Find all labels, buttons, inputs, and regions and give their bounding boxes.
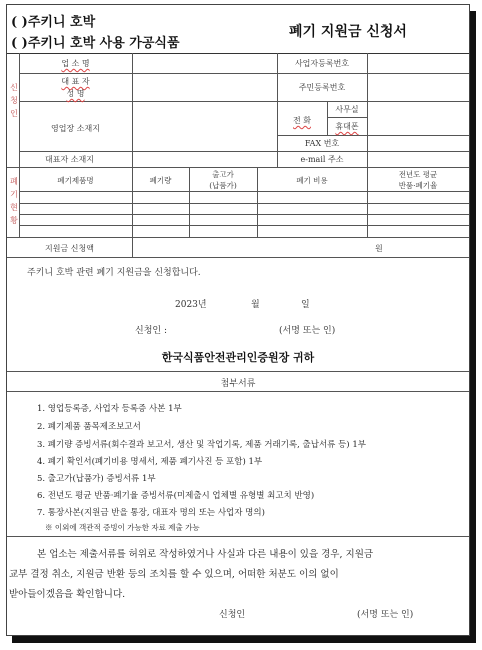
col-header-return-rate: 전년도 평균 반품·폐기율: [398, 170, 438, 190]
row-divider: [19, 101, 469, 102]
row-divider: [19, 151, 469, 152]
checkbox-label: 주키니 호박: [27, 15, 96, 30]
attachment-item: 7. 통장사본(지원금 반을 통장, 대표자 명의 또는 사업자 명의): [37, 508, 265, 518]
recipient: 한국식품안전관리인증원장 귀하: [161, 351, 315, 364]
col-header-product: 폐기제품명: [57, 176, 94, 185]
label-phone-office: 사무실: [335, 105, 359, 114]
row-divider: [19, 191, 469, 192]
attachments-note: ※ 이외에 객관적 증빙이 가능한 자료 제출 가능: [45, 523, 200, 532]
col-divider: [277, 53, 278, 167]
label-resident-no: 주민등록번호: [298, 83, 346, 92]
pledge-line: 받아들이겠음을 확인합니다.: [9, 589, 126, 600]
date-year: 2023년: [175, 300, 207, 310]
col-divider: [132, 237, 133, 257]
attachment-item: 1. 영업등록증, 사업자 등록증 사본 1부: [37, 404, 182, 414]
row-divider: [327, 117, 367, 118]
amount-unit: 원: [375, 244, 383, 253]
pledge-line: 교부 결정 취소, 지원금 반환 등의 조치를 할 수 있으며, 어떠한 처분도 이의 없이: [9, 569, 339, 580]
label-phone: 전 화: [293, 116, 311, 125]
label-rep-address: 대표자 소재지: [45, 155, 94, 164]
section-label-applicant: 신청인: [10, 83, 18, 118]
label-company-name: 업 소 명: [61, 59, 90, 68]
section-label-disposal: 폐기현황: [10, 177, 18, 225]
checkbox-paren: ( ): [11, 36, 28, 51]
application-form: [6, 4, 470, 636]
col-header-quantity: 폐기량: [149, 176, 172, 185]
col-divider: [132, 53, 133, 167]
row-divider: [277, 135, 469, 136]
attachment-item: 2. 폐기제품 품목제조보고서: [37, 422, 141, 432]
signature-hint: (서명 또는 인): [279, 326, 336, 336]
section-divider: [7, 391, 469, 392]
checkbox-zucchini[interactable]: [11, 11, 95, 30]
row-divider: [19, 225, 469, 226]
date-day: 일: [301, 300, 310, 310]
attachment-item: 5. 출고가(납품가) 증빙서류 1부: [37, 474, 156, 484]
label-rep-name-1: 대 표 자: [61, 77, 90, 86]
form-title: 폐기 지원금 신청서: [289, 24, 407, 40]
label-rep-name-2: 성 명: [66, 89, 85, 98]
signature-hint: (서명 또는 인): [357, 610, 414, 620]
attachments-title: 첨부서류: [220, 379, 256, 389]
col-divider: [367, 53, 368, 167]
signature-label: 신청인 :: [135, 326, 167, 336]
col-header-price: 출고가 (납품가): [209, 170, 237, 190]
label-email: e-mail 주소: [300, 155, 344, 164]
section-divider: [7, 536, 469, 537]
attachment-item: 4. 폐기 확인서(폐기비용 명세서, 제품 폐기사진 등 포함) 1부: [37, 457, 263, 467]
table-border: [7, 53, 469, 54]
row-divider: [19, 73, 469, 74]
row-divider: [7, 167, 469, 168]
col-header-cost: 폐기 비용: [296, 176, 328, 185]
signature-label: 신청인: [219, 610, 246, 620]
row-divider: [7, 257, 469, 258]
label-amount: 지원금 신청액: [45, 244, 94, 253]
statement: 주키니 호박 관련 폐기 지원금을 신청합니다.: [27, 268, 201, 278]
checkbox-label: 주키니 호박 사용 가공식품: [27, 36, 180, 51]
label-fax: FAX 번호: [304, 139, 340, 148]
attachment-item: 6. 전년도 평균 반품·폐기율 증빙서류(미제출시 업체별 유형별 최고치 반영): [37, 491, 315, 501]
attachment-item: 3. 폐기량 증빙서류(회수결과 보고서, 생산 및 작업기록, 제품 거래기록, 출납서류 등) 1부: [37, 440, 366, 450]
section-divider: [7, 371, 469, 372]
date-month: 월: [251, 300, 260, 310]
row-divider: [19, 203, 469, 204]
label-business-reg-no: 사업자등록번호: [294, 59, 350, 68]
label-business-address: 영업장 소재지: [51, 124, 100, 133]
checkbox-paren: ( ): [11, 15, 28, 30]
row-divider: [7, 237, 469, 238]
row-divider: [19, 214, 469, 215]
pledge-line: 본 업소는 제출서류를 허위로 작성하였거나 사실과 다른 내용이 있을 경우, 지원금: [37, 549, 374, 560]
label-phone-mobile: 휴대폰: [335, 122, 359, 131]
checkbox-processed-food[interactable]: [11, 32, 180, 51]
